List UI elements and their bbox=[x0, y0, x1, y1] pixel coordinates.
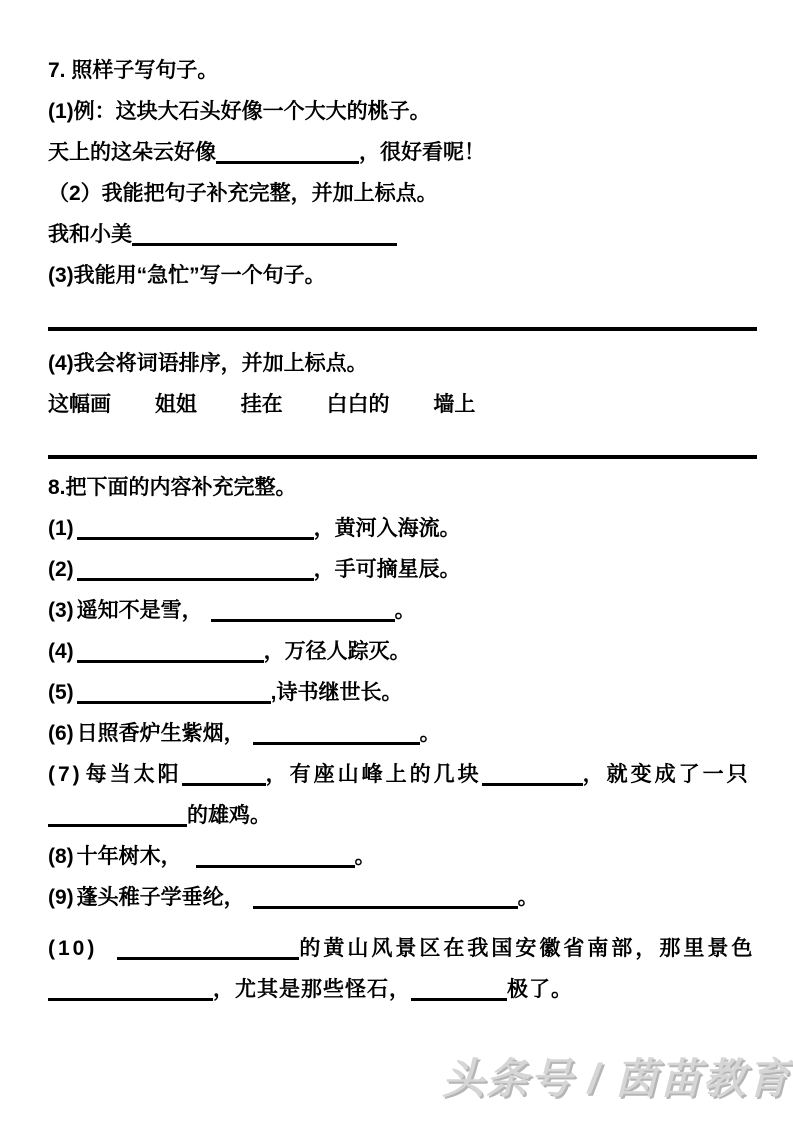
item-text: 。 bbox=[517, 886, 539, 909]
item-text: 。 bbox=[394, 599, 416, 622]
item-number: (3) bbox=[48, 599, 74, 622]
q8-item-10-continued bbox=[48, 969, 757, 1010]
item-text: 十年树木， bbox=[76, 845, 182, 868]
item-text: ，就变成了一只 bbox=[582, 763, 751, 786]
word-card: 姐姐 bbox=[154, 393, 197, 416]
word-card: 白白的 bbox=[326, 393, 390, 416]
q8-item-5 bbox=[48, 672, 757, 713]
item-text: ，黄河入海流。 bbox=[313, 517, 461, 540]
blank-line bbox=[77, 576, 314, 581]
blank-line bbox=[216, 159, 359, 164]
q8-item-7 bbox=[48, 754, 757, 795]
item-number: (9) bbox=[48, 886, 74, 909]
item-text: 每当太阳 bbox=[85, 763, 182, 786]
blank-line bbox=[77, 658, 264, 663]
blank-line bbox=[482, 781, 583, 786]
q7-item4: (4)我会将词语排序，并加上标点。 bbox=[48, 352, 368, 375]
q8-item-8 bbox=[48, 836, 757, 877]
q8-item-4 bbox=[48, 631, 757, 672]
item-text: 极了。 bbox=[507, 978, 573, 1001]
item-number: (7) bbox=[48, 763, 83, 786]
blank-line bbox=[48, 822, 187, 827]
q7-item1-example: (1)例：这块大石头好像一个大大的桃子。 bbox=[48, 100, 431, 123]
q8-item-10 bbox=[48, 928, 757, 969]
section-divider bbox=[48, 327, 757, 331]
item-text: ，万径人踪灭。 bbox=[263, 640, 411, 663]
item-text: ，有座山峰上的几块 bbox=[265, 763, 482, 786]
item-text: 蓬头稚子学垂纶， bbox=[76, 886, 245, 909]
item-number: (4) bbox=[48, 640, 74, 663]
item-text: 。 bbox=[354, 845, 376, 868]
q7-item2: （2）我能把句子补充完整，并加上标点。 bbox=[48, 182, 438, 205]
q7-item3: (3)我能用“急忙”写一个句子。 bbox=[48, 264, 326, 287]
item-text: ,诗书继世长。 bbox=[270, 681, 403, 704]
q7-title: 7. 照样子写句子。 bbox=[48, 59, 219, 82]
q8-item-7-continued bbox=[48, 795, 757, 836]
section-divider bbox=[48, 455, 757, 459]
q7-item1-fill-line bbox=[48, 132, 757, 173]
q7-item1-fill-pre: 天上的这朵云好像 bbox=[48, 141, 216, 164]
item-number: (5) bbox=[48, 681, 74, 704]
blank-line bbox=[182, 781, 266, 786]
watermark: 头条号 / 茵苗教育 bbox=[441, 1055, 791, 1102]
blank-line bbox=[132, 241, 397, 246]
item-number: (6) bbox=[48, 722, 74, 745]
item-text: 的雄鸡。 bbox=[187, 804, 271, 827]
blank-line bbox=[48, 996, 213, 1001]
item-number: (10) bbox=[48, 937, 98, 960]
word-card: 这幅画 bbox=[48, 393, 111, 416]
blank-line bbox=[253, 740, 420, 745]
q8-item-2 bbox=[48, 549, 757, 590]
word-card: 墙上 bbox=[433, 393, 476, 416]
item-text: ，尤其是那些怪石， bbox=[213, 978, 411, 1001]
q8-item-9 bbox=[48, 877, 757, 918]
item-text: 遥知不是雪， bbox=[76, 599, 203, 622]
word-card: 挂在 bbox=[240, 393, 283, 416]
q7-item2-fill-pre: 我和小美 bbox=[48, 223, 132, 246]
blank-line bbox=[77, 535, 314, 540]
item-text: ，手可摘星辰。 bbox=[313, 558, 461, 581]
q8-item-1 bbox=[48, 508, 757, 549]
blank-line bbox=[117, 955, 299, 960]
q7-item1-fill-post: ，很好看呢！ bbox=[359, 141, 485, 164]
q8-item-3 bbox=[48, 590, 757, 631]
q8-item-6 bbox=[48, 713, 757, 754]
blank-line bbox=[211, 617, 395, 622]
blank-line bbox=[77, 699, 271, 704]
item-text: 的黄山风景区在我国安徽省南部，那里景色 bbox=[299, 937, 756, 960]
item-number: (2) bbox=[48, 558, 74, 581]
item-text: 。 bbox=[419, 722, 441, 745]
q7-item2-fill-line bbox=[48, 214, 757, 255]
item-text: 日照香炉生紫烟， bbox=[76, 722, 245, 745]
item-number: (1) bbox=[48, 517, 74, 540]
blank-line bbox=[196, 863, 355, 868]
blank-line bbox=[411, 996, 507, 1001]
q8-title: 8.把下面的内容补充完整。 bbox=[48, 476, 297, 499]
blank-line bbox=[253, 904, 518, 909]
item-number: (8) bbox=[48, 845, 74, 868]
q7-item4-words bbox=[48, 384, 757, 425]
